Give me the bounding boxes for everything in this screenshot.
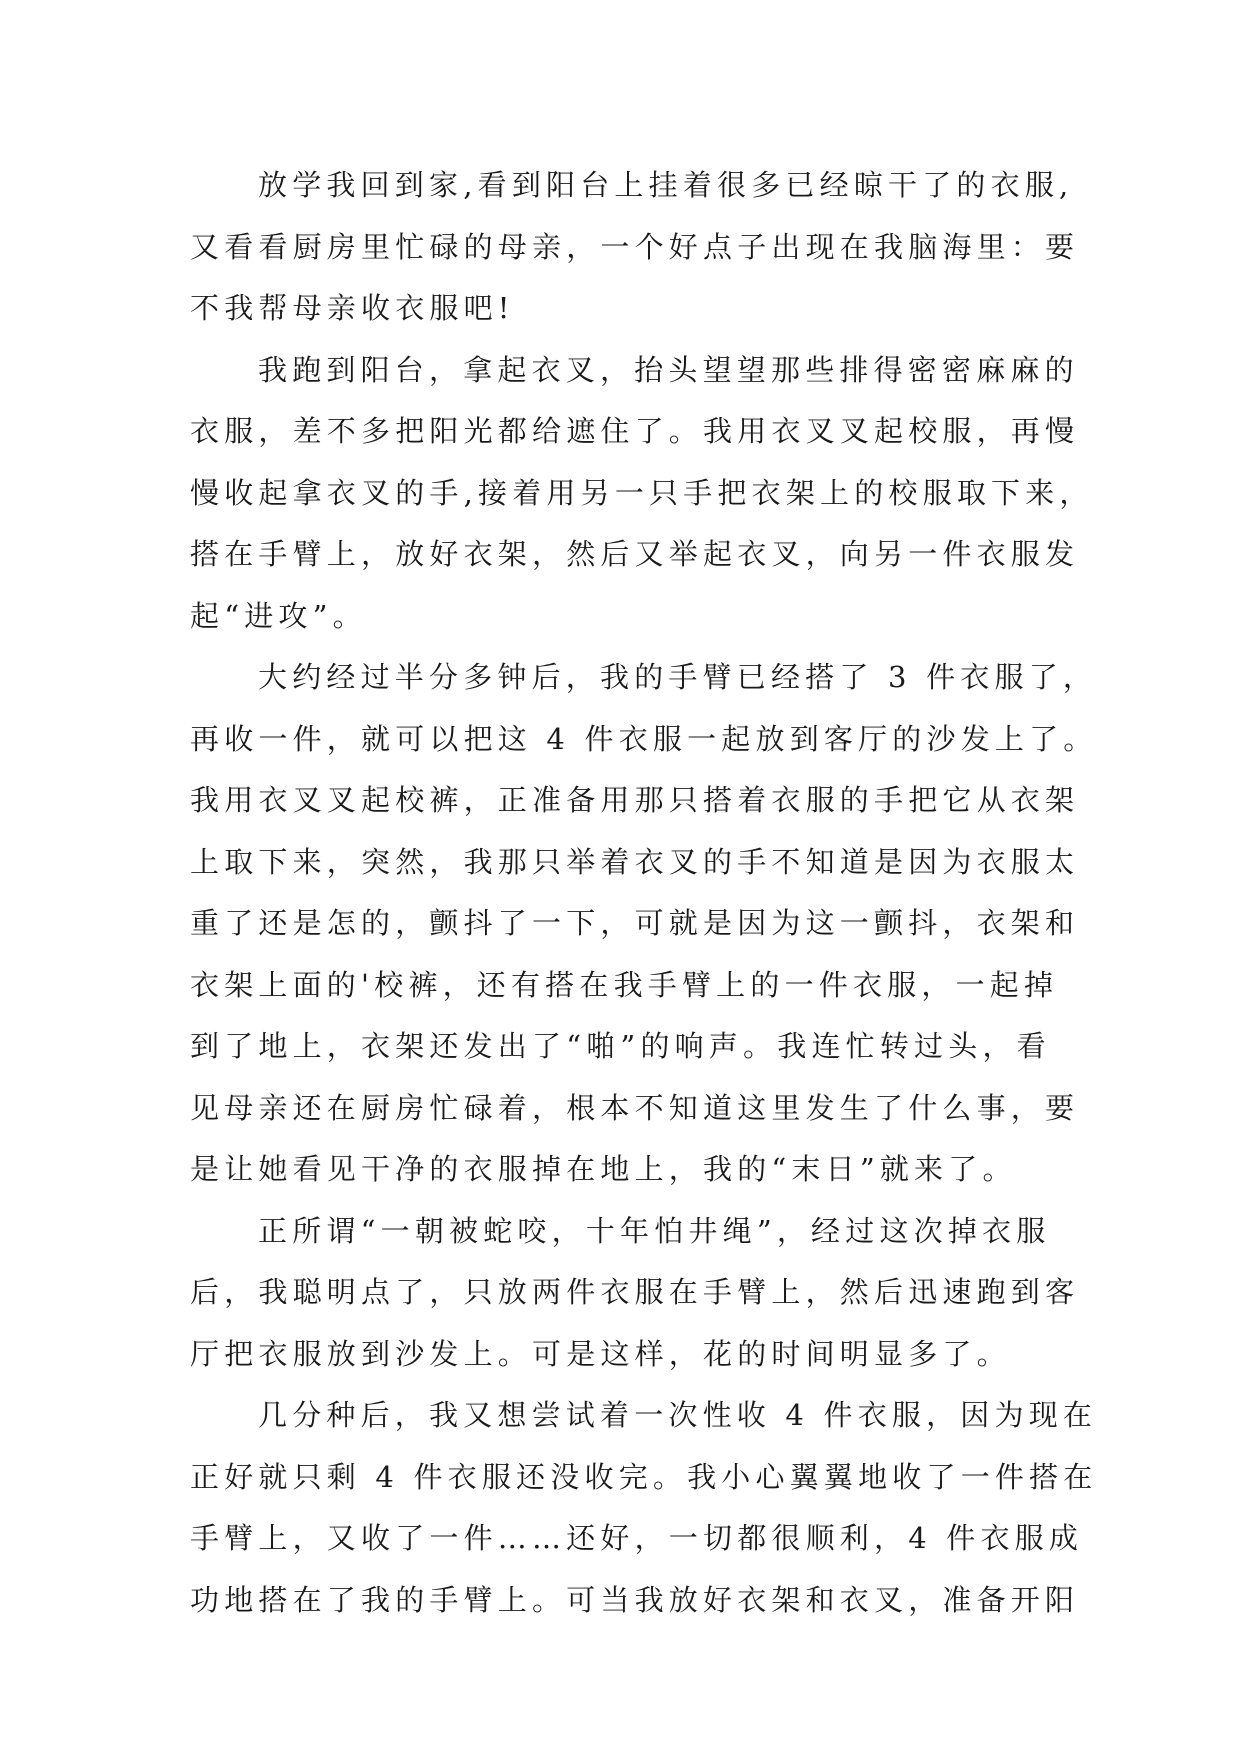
text-line: 厅把衣服放到沙发上。可是这样，花的时间明显多了。 [190,1336,1011,1371]
text-line: 正好就只剩 4 件衣服还没收完。我小心翼翼地收了一件搭在 [190,1459,1098,1494]
text-line: 我跑到阳台，拿起衣叉，抬头望望那些排得密密麻麻的 [258,352,1079,387]
text-line: 到了地上，衣架还发出了“啪”的响声。我连忙转过头，看 [190,1029,1051,1063]
text-line: 见母亲还在厨房忙碌着，根本不知道这里发生了什么事，要 [190,1090,1080,1125]
text-line: 不我帮母亲收衣服吧! [190,291,515,325]
text-line: 衣架上面的'校裤，还有搭在我手臂上的一件衣服，一起掉 [190,967,1059,1002]
text-line: 再收一件，就可以把这 4 件衣服一起放到客厅的沙发上了。 [190,721,1098,756]
text-line: 衣服，差不多把阳光都给遮住了。我用衣叉叉起校服，再慢 [190,414,1080,448]
text-line: 几分种后，我又想尝试着一次性收 4 件衣服，因为现在 [258,1398,1098,1432]
text-line: 是让她看见干净的衣服掉在地上，我的“末日”就来了。 [190,1152,1017,1186]
text-line: 放学我回到家,看到阳台上挂着很多已经晾干了的衣服, [258,168,1074,202]
text-line: 我用衣叉叉起校裤，正准备用那只搭着衣服的手把它从衣架 [190,783,1080,817]
text-line: 起“进攻”。 [190,598,367,633]
text-line: 大约经过半分多钟后，我的手臂已经搭了 3 件衣服了， [258,660,1098,694]
text-line: 重了还是怎的，颤抖了一下，可就是因为这一颤抖，衣架和 [190,906,1080,940]
text-line: 又看看厨房里忙碌的母亲，一个好点子出现在我脑海里：要 [190,229,1080,264]
text-line: 慢收起拿衣叉的手,接着用另一只手把衣架上的校服取下来， [190,475,1094,510]
text-line: 功地搭在了我的手臂上。可当我放好衣架和衣叉，准备开阳 [190,1582,1080,1617]
text-line: 后，我聪明点了，只放两件衣服在手臂上，然后迅速跑到客 [190,1275,1080,1309]
text-line: 手臂上，又收了一件……还好，一切都很顺利，4 件衣服成 [190,1521,1084,1555]
text-line: 搭在手臂上，放好衣架，然后又举起衣叉，向另一件衣服发 [190,537,1080,571]
text-line: 上取下来，突然，我那只举着衣叉的手不知道是因为衣服太 [190,844,1080,879]
text-line: 正所谓“一朝被蛇咬，十年怕井绳”，经过这次掉衣服 [258,1213,1051,1248]
document-body [190,155,1098,1631]
